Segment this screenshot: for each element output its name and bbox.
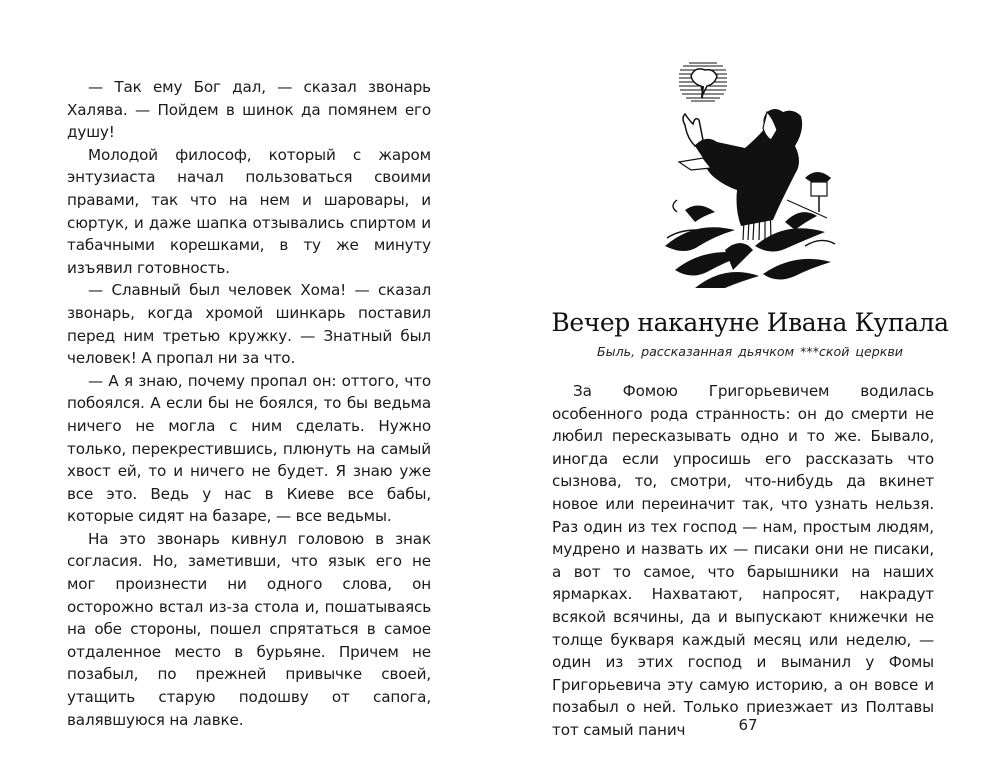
left-page-text xyxy=(67,76,431,731)
chapter-subtitle: Быль, рассказанная дьячком ***ской церкви xyxy=(597,344,903,359)
right-page-text xyxy=(552,380,934,742)
paragraph: — Славный был человек Хома! — сказал звонарь, когда хромой шинкарь поставил перед ним третью кружку. — Знатный был человек! А пропал ни за что. xyxy=(67,281,431,368)
page-number: 67 xyxy=(738,716,758,734)
fern-flower-illustration-icon xyxy=(655,50,840,290)
paragraph: На это звонарь кивнул головою в знак согласия. Но, заметивши, что язык его не мог произнести ни одного слова, он осторожно встал из-за стола и, пошатываясь на обе стороны, пошел спрятаться в самое отдаленное место в бурьяне. Причем не позабыл, по прежней привычке своей, утащить старую подошву от сапога, валявшуюся на лавке. xyxy=(67,529,431,729)
paragraph: — А я знаю, почему пропал он: оттого, что побоялся. А если бы не боялся, то бы ведьма ничего не могла с ним сделать. Нужно только, перекрестившись, плюнуть на самый хвост ей, то и ничего не будет. Я знаю уже все это. Ведь у нас в Киеве все бабы, которые сидят на базаре, — все ведьмы. xyxy=(67,371,431,526)
paragraph: За Фомою Григорьевичем водилась особенного рода странность: он до смерти не любил пересказывать одно и то же. Бывало, иногда если упросишь его рассказать что сызнова, то, смотри, что-нибудь да вкинет новое или переиначит так, что узнать нельзя. Раз один из тех господ — нам, простым людям, мудрено и назвать их — писаки они не писаки, а вот то самое, что барышники на наших ярмарках. Нахватают, напросят, накрадут всякой всячины, да и выпускают книжечки не толще букваря каждый месяц или неделю, — один из этих господ и выманил у Фомы Григорьевича эту самую историю, а он вовсе и позабыл о ней. Только приезжает из Полтавы тот самый панич xyxy=(552,382,934,739)
right-page xyxy=(500,0,1000,769)
paragraph: Молодой философ, который с жаром энтузиаста начал пользоваться своими правами, так что на нем и шаровары, и сюртук, и даже шапка отзывались спиртом и табачными корешками, в ту же минуту изъявил готовность. xyxy=(67,145,431,277)
paragraph: — Так ему Бог дал, — сказал звонарь Халява. — Пойдем в шинок да помянем его душу! xyxy=(67,78,431,142)
chapter-title: Вечер накануне Ивана Купала xyxy=(551,308,949,337)
